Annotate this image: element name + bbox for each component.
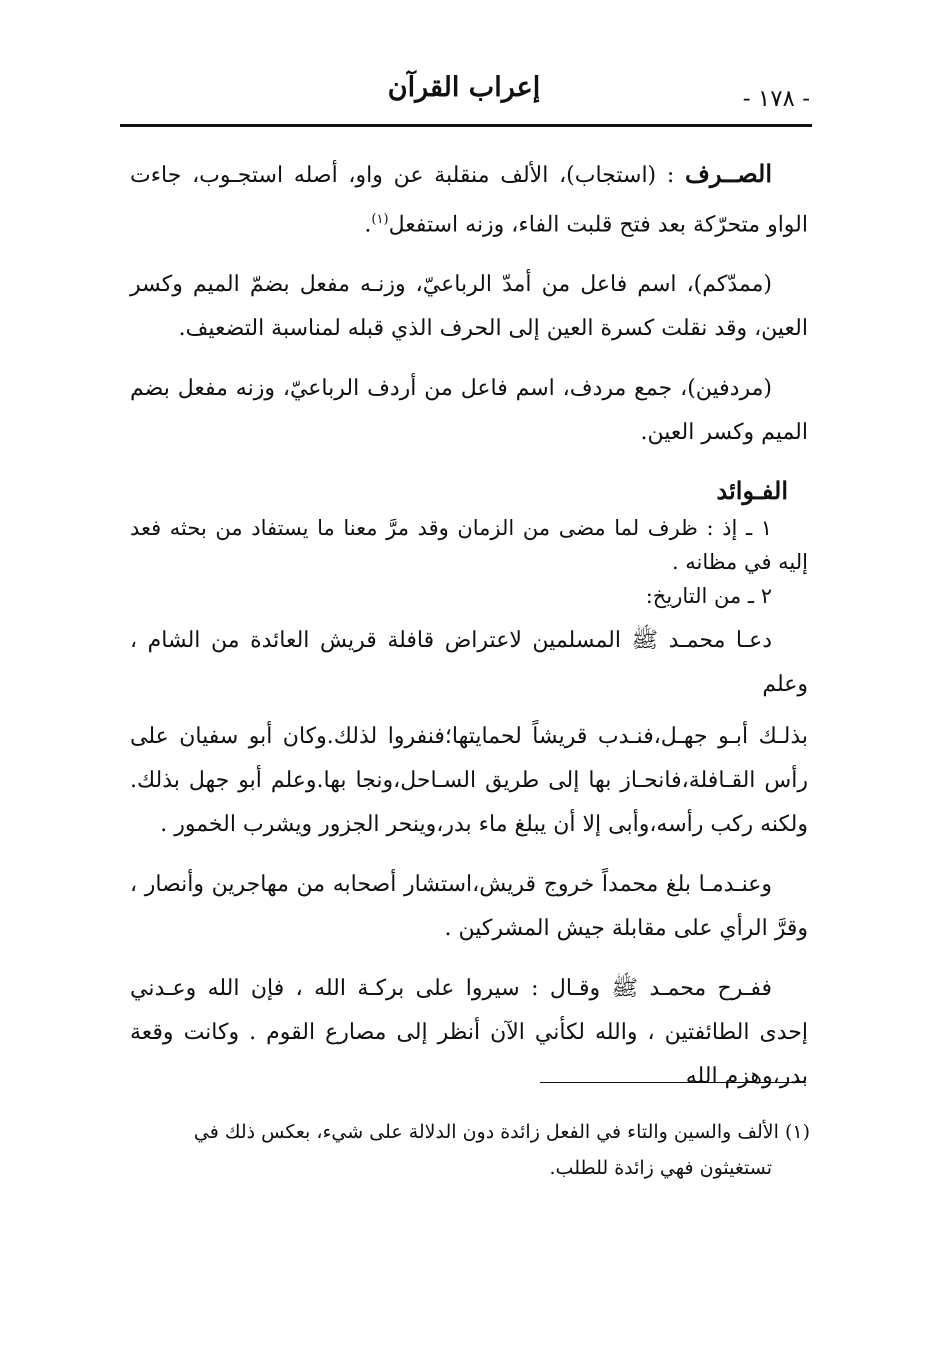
mumiddukum-paragraph: (ممدّكم)، اسم فاعل من أمدّ الرباعيّ، وزنـه مفعل بضمّ الميم وكسر العين، وقد نقلت كسرة العين إلى الحرف الذي قبله لمناسبة التضعيف. (130, 272, 808, 342)
sarf-term: الصــرف (685, 159, 772, 188)
sarf-paragraph (130, 152, 808, 247)
fawaid-item-1: ١ ـ إذ : ظرف لما مضى من الزمان وقد مرَّ معنا ما يستفاد من بحثه فعد إليه في مظانه . (130, 516, 808, 575)
footnote-divider (540, 1082, 806, 1083)
footnote (138, 1114, 810, 1186)
history-paragraph-1: دعـا محمـد ﷺ المسلمين لاعتراض قافلة قريش العائدة من الشام ، وعلم (130, 628, 808, 698)
history-paragraph-4: ففـرح محمـد ﷺ وقـال : سيروا على بركـة الله ، فإن الله وعـدني إحدى الطائفتين ، والله لكأني الآن أنظر إلى مصارع القوم . وكانت وقعة بدر،وهزم الله (130, 976, 808, 1090)
footnote-line-2: تستغيثون فهي زائدة للطلب. (549, 1157, 772, 1179)
running-title: إعراب القرآن (387, 72, 541, 103)
footnote-ref: (١) (371, 212, 389, 227)
footnote-line-1: (١) الألف والسين والتاء في الفعل زائدة دون الدلالة على شيء، بعكس ذلك في (193, 1121, 810, 1143)
page-number: - ١٧٨ - (742, 86, 810, 112)
main-text (130, 152, 808, 1107)
fawaid-heading: الفـوائد (716, 476, 788, 506)
sarf-end: . (364, 212, 372, 238)
history-paragraph-3: وعنـدمـا بلغ محمداً خروج قريش،استشار أصحابه من مهاجرين وأنصار ، وقرَّ الرأي على مقابلة جيش المشركين . (130, 872, 808, 942)
header-divider (120, 124, 812, 127)
history-paragraph-2: بذلـك أبـو جهـل،فنـدب قريشاً لحمايتها؛فنفروا لذلك.وكان أبو سفيان على رأس القـافلة،فانحـاز بها إلى طريق السـاحل،ونجا بها.وعلم أبو جهل بذلك. ولكنه ركب رأسه،وأبى إلا أن يبلغ ماء بدر،وينحر الجزور ويشرب الخمور . (130, 724, 808, 838)
fawaid-item-2-label: ٢ ـ من التاريخ: (645, 584, 772, 609)
sarf-text: : (استجاب)، الألف منقلبة عن واو، أصله استجـوب، جاءت الواو متحرّكة بعد فتح قلبت الفاء، وزنه استفعل (130, 163, 808, 238)
page-header (118, 72, 810, 122)
murdifin-paragraph: (مردفين)، جمع مردف، اسم فاعل من أردف الرباعيّ، وزنه مفعل بضم الميم وكسر العين. (130, 376, 808, 446)
